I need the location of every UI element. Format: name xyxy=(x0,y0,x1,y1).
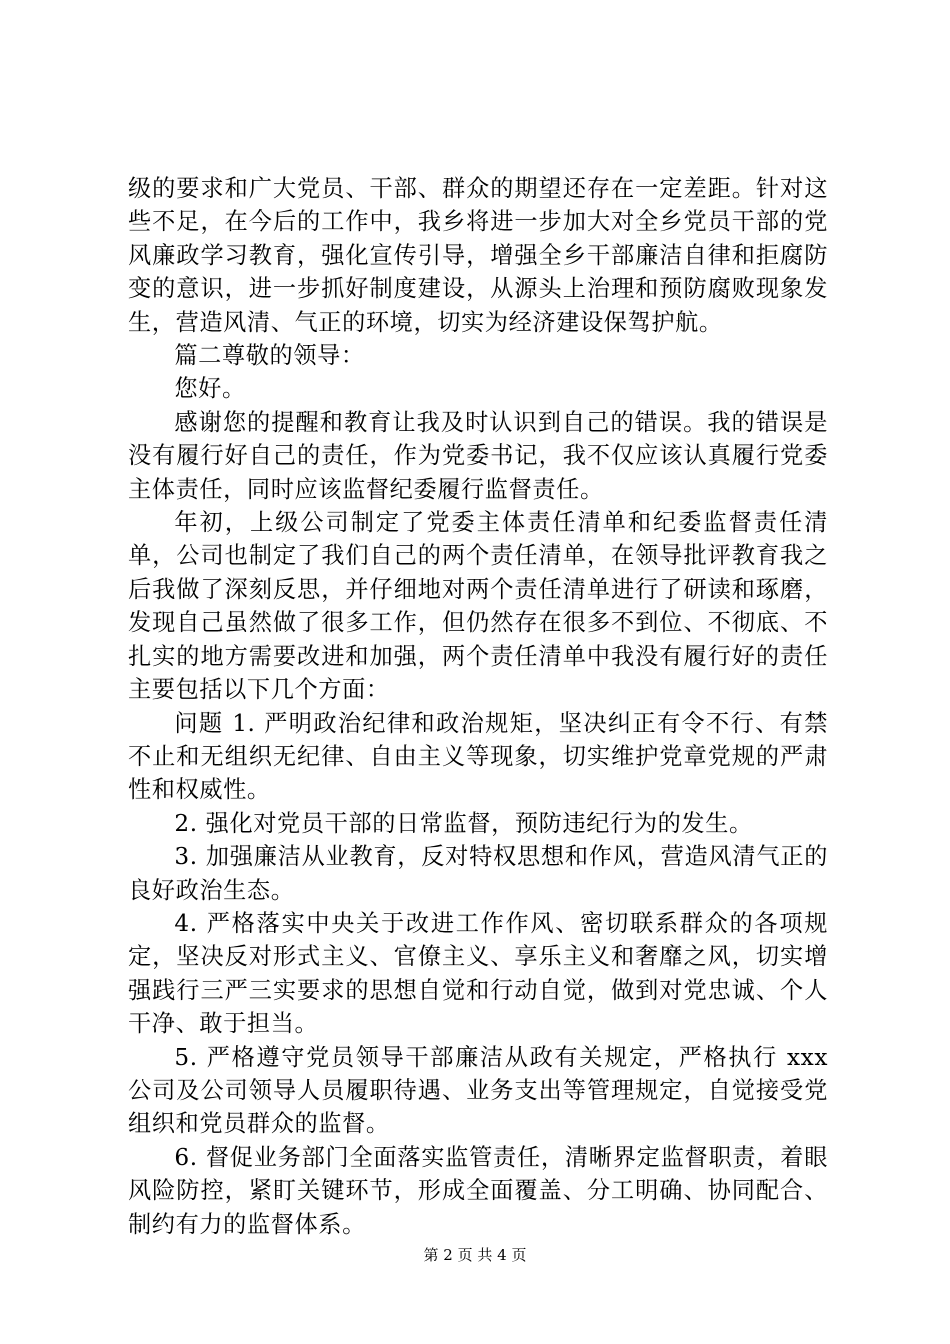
paragraph-continuation: 级的要求和广大党员、干部、群众的期望还存在一定差距。针对这些不足，在今后的工作中，我乡将进一步加大对全乡党员干部的党风廉政学习教育，强化宣传引导，增强全乡干部廉洁自律和拒腐防变的意识，进一步抓好制度建设，从源头上治理和预防腐败现象发生，营造风清、气正的环境，切实为经济建设保驾护航。 xyxy=(128,175,828,336)
paragraph-item-6: 6. 督促业务部门全面落实监管责任，清晰界定监督职责，着眼风险防控，紧盯关键环节，形成全面覆盖、分工明确、协同配合、制约有力的监督体系。 xyxy=(128,1143,828,1238)
paragraph-item-4: 4. 严格落实中央关于改进工作作风、密切联系群众的各项规定，坚决反对形式主义、官僚主义、享乐主义和奢靡之风，切实增强践行三严三实要求的思想自觉和行动自觉，做到对党忠诚、个人干净、敢于担当。 xyxy=(128,909,828,1038)
paragraph-item-5: 5. 严格遵守党员领导干部廉洁从政有关规定，严格执行 xxx 公司及公司领导人员履职待遇、业务支出等管理规定，自觉接受党组织和党员群众的监督。 xyxy=(128,1043,828,1138)
paragraph-thanks: 感谢您的提醒和教育让我及时认识到自己的错误。我的错误是没有履行好自己的责任，作为党委书记，我不仅应该认真履行党委主体责任，同时应该监督纪委履行监督责任。 xyxy=(128,408,828,503)
paragraph-item-2: 2. 强化对党员干部的日常监督，预防违纪行为的发生。 xyxy=(174,809,753,837)
paragraph-reflection: 年初，上级公司制定了党委主体责任清单和纪委监督责任清单，公司也制定了我们自己的两个责任清单，在领导批评教育我之后我做了深刻反思，并仔细地对两个责任清单进行了研读和琢磨，发现自己虽然做了很多工作，但仍然存在很多不到位、不彻底、不扎实的地方需要改进和加强，两个责任清单中我没有履行好的责任主要包括以下几个方面： xyxy=(128,509,828,704)
document-body xyxy=(128,172,828,1241)
paragraph-item-1: 问题 1. 严明政治纪律和政治规矩，坚决纠正有令不行、有禁不止和无组织无纪律、自由主义等现象，切实维护党章党规的严肃性和权威性。 xyxy=(128,709,828,804)
paragraph-item-3: 3. 加强廉洁从业教育，反对特权思想和作风，营造风清气正的良好政治生态。 xyxy=(128,843,828,904)
paragraph-section-heading: 篇二尊敬的领导： xyxy=(174,342,365,370)
paragraph-greeting: 您好。 xyxy=(174,375,246,403)
page-number-footer: 第 2 页 共 4 页 xyxy=(423,1246,527,1264)
